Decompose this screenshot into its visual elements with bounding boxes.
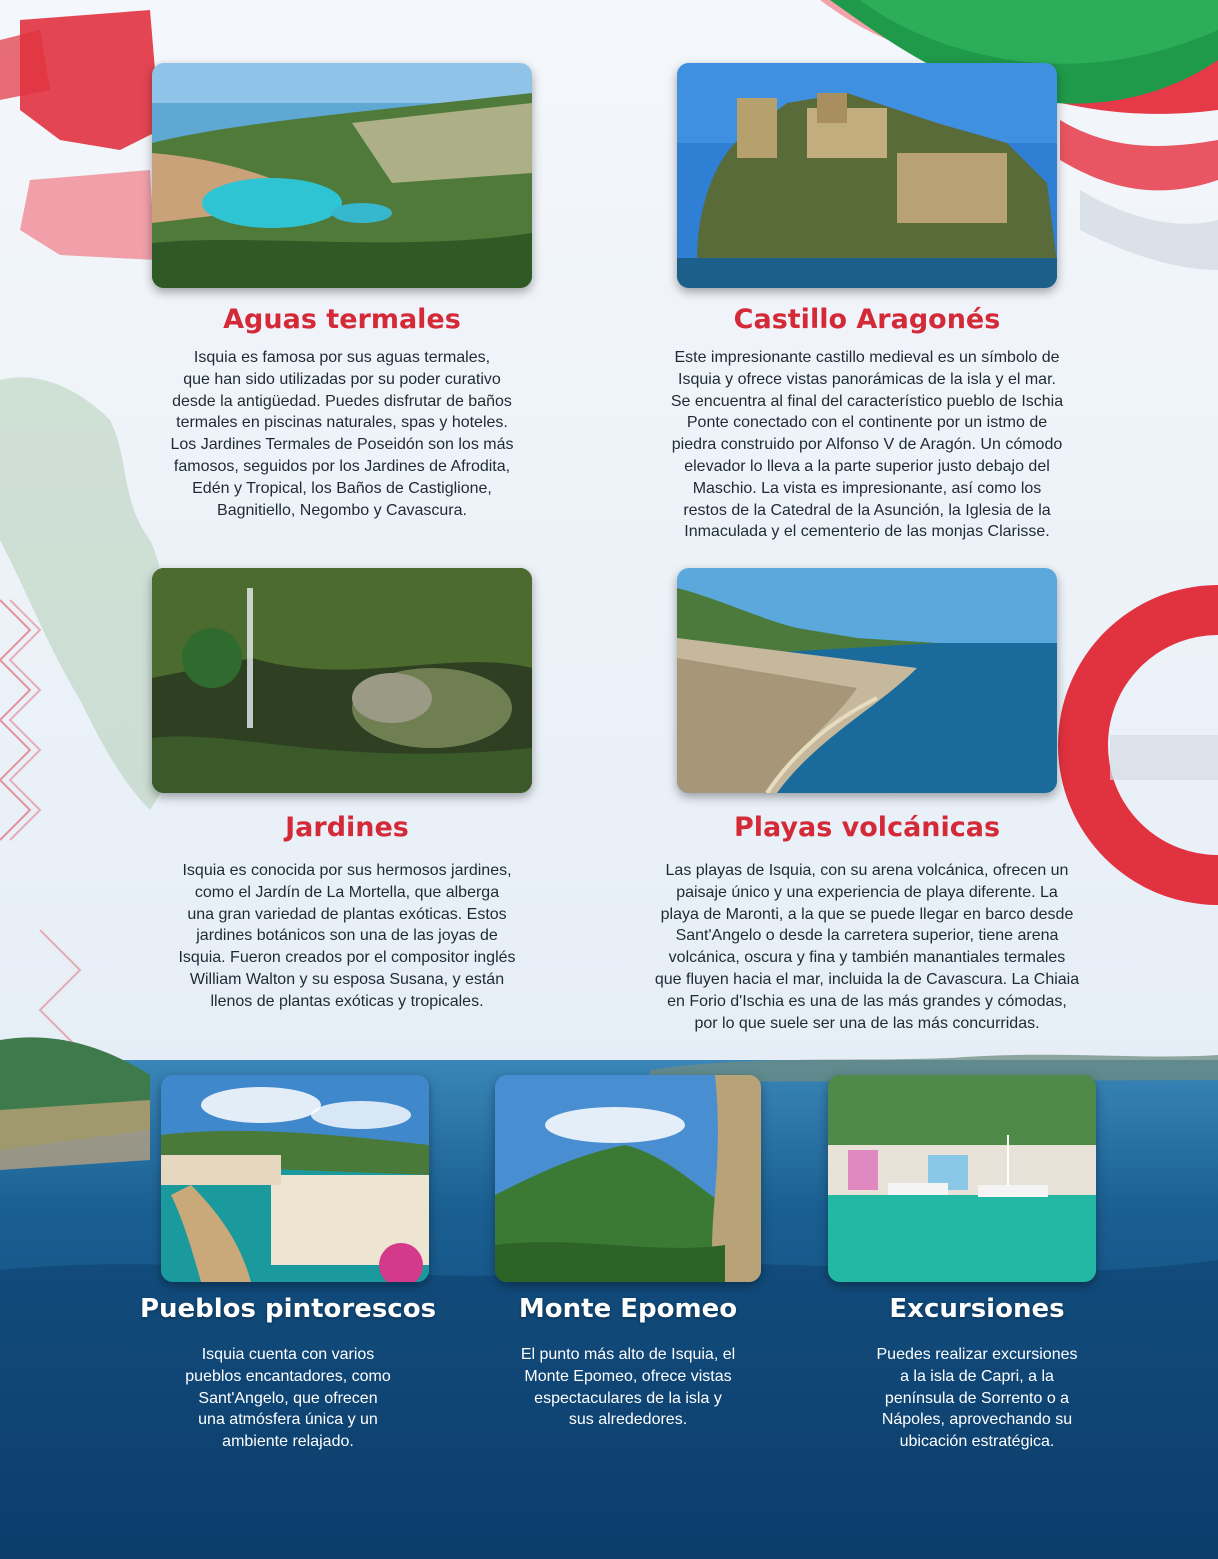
excursiones-text: Puedes realizar excursiones a la isla de Capri, a la península de Sorrento o a Nápoles, aprovechando su ubicación estratégica.	[876, 1346, 1078, 1451]
playas-volcanicas-photo	[677, 568, 1057, 793]
monte-epomeo-section	[478, 1290, 778, 1440]
excursiones-title: Excursiones	[889, 1294, 1065, 1324]
aguas-termales-photo	[152, 63, 532, 288]
aguas-termales-title: Aguas termales	[223, 304, 461, 335]
playas-volcanicas-title: Playas volcánicas	[733, 812, 1001, 843]
playas-volcanicas-section	[600, 808, 1134, 1040]
pueblos-pintorescos-text: Isquia cuenta con varios pueblos encantadores, como Sant'Angelo, que ofrecen una atmósfera única y un ambiente relajado.	[185, 1346, 391, 1451]
monte-epomeo-text: El punto más alto de Isquia, el Monte Epomeo, ofrece vistas espectaculares de la isla y sus alrededores.	[520, 1346, 736, 1429]
pueblos-pintorescos-title: Pueblos pintorescos	[139, 1294, 437, 1324]
castillo-aragones-photo	[677, 63, 1057, 288]
pueblos-pintorescos-section	[120, 1290, 456, 1460]
castillo-aragones-section	[610, 300, 1124, 550]
excursiones-photo	[828, 1075, 1096, 1282]
playas-volcanicas-text: Las playas de Isquia, con su arena volcánica, ofrecen un paisaje único y una experiencia de playa diferente. La playa de Maronti, a la que se puede llegar en barco desde Sant'Angelo o desde la carretera superior, tiene arena volcánica, oscura y fina y también manantiales termales que fluyen hacia el mar, incluida la de Cavascura. La Chiaia en Forio d'Ischia es una de las más grandes y cómodas, por lo que suele ser una de las más concurridas.	[654, 862, 1080, 1032]
pueblos-pintorescos-photo	[161, 1075, 429, 1282]
monte-epomeo-photo	[495, 1075, 761, 1282]
excursiones-section	[812, 1290, 1142, 1460]
aguas-termales-text: Isquia es famosa por sus aguas termales, que han sido utilizadas por su poder curativo desde la antigüedad. Puedes disfrutar de baños termales en piscinas naturales, spas y hoteles. Los Jardines Termales de Poseidón son los más famosos, seguidos por los Jardines de Afrodita, Edén y Tropical, los Baños de Castiglione, Bagnitiello, Negombo y Cavascura.	[170, 349, 514, 519]
jardines-title: Jardines	[285, 812, 409, 843]
castillo-aragones-text: Este impresionante castillo medieval es un símbolo de Isquia y ofrece vistas panorámicas de la isla y el mar. Se encuentra al final del característico pueblo de Ischia Ponte conectado con el continente por un istmo de piedra construido por Alfonso V de Aragón. Un cómodo elevador lo lleva a la parte superior justo debajo del Maschio. La vista es impresionante, así como los restos de la Catedral de la Asunción, la Iglesia de la Inmaculada y el cementerio de las monjas Clarisse.	[670, 349, 1064, 541]
castillo-aragones-title: Castillo Aragonés	[733, 304, 1001, 335]
jardines-photo	[152, 568, 532, 793]
jardines-text: Isquia es conocida por sus hermosos jardines, como el Jardín de La Mortella, que alberga una gran variedad de plantas exóticas. Estos jardines botánicos son una de las joyas de Isquia. Fueron creados por el compositor inglés William Walton y su esposa Susana, y están llenos de plantas exóticas y tropicales.	[178, 862, 516, 1010]
aguas-termales-section	[100, 300, 584, 530]
monte-epomeo-title: Monte Epomeo	[518, 1294, 738, 1324]
jardines-section	[100, 808, 594, 1018]
